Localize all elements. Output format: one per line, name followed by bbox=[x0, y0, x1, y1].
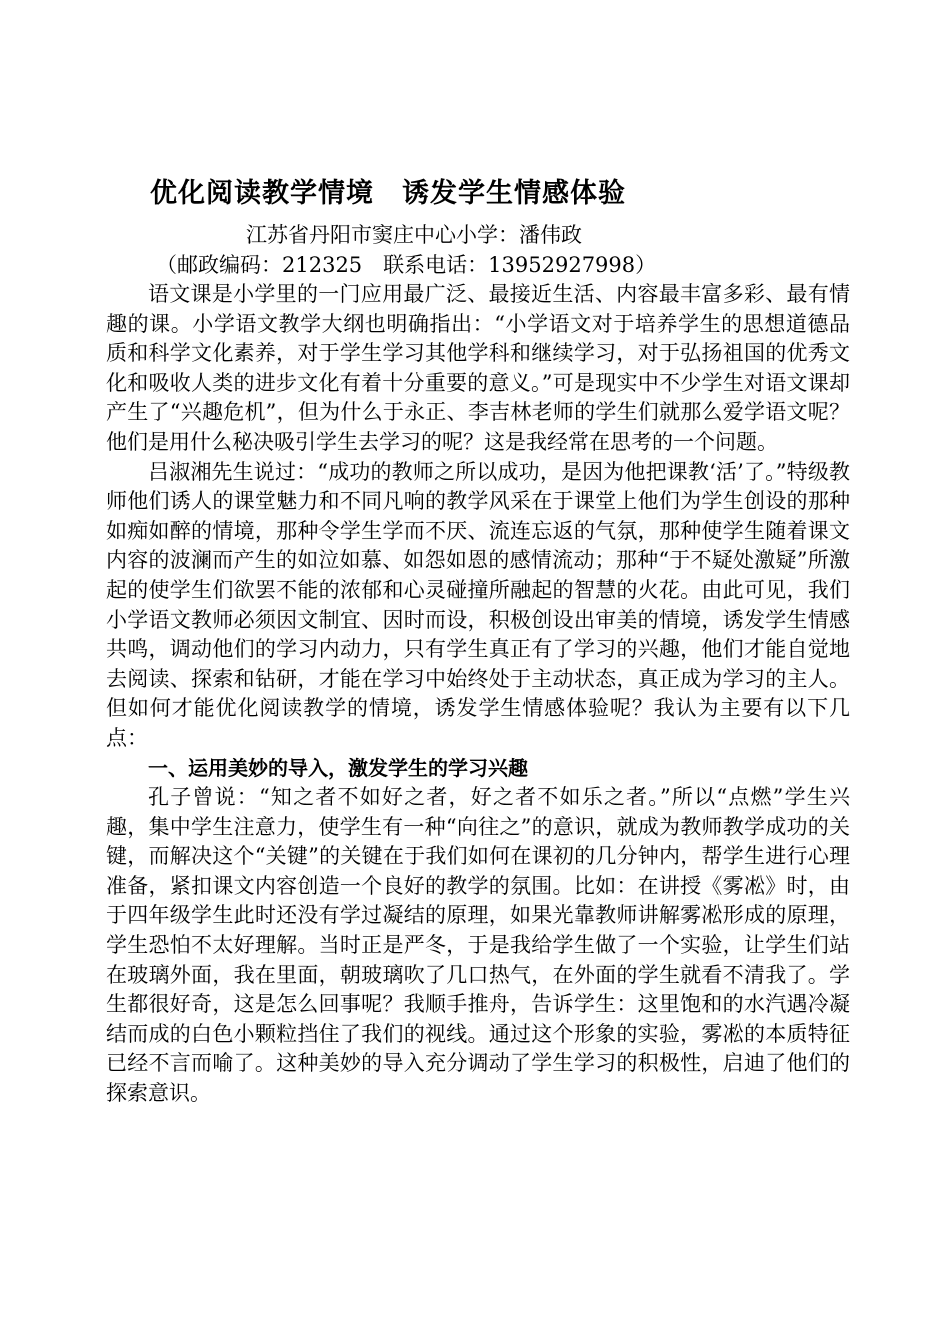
document-title: 优化阅读教学情境 诱发学生情感体验 bbox=[150, 178, 626, 209]
paragraph-section1: 孔子曾说：“知之者不如好之者，好之者不如乐之者。”所以“点燃”学生兴趣，集中学生注意力，使学生有一种“向往之”的意识，就成为教师教学成功的关键，而解决这个“关键”的关键在于我们如何在课初的几分钟内，帮学生进行心理准备，紧扣课文内容创造一个良好的教学的氛围。比如：在讲授《雾凇》时，由于四年级学生此时还没有学过凝结的原理，如果光靠教师讲解雾凇形成的原理，学生恐怕不太好理解。当时正是严冬，于是我给学生做了一个实验，让学生们站在玻璃外面，我在里面，朝玻璃吹了几口热气，在外面的学生就看不清我了。学生都很好奇，这是怎么回事呢？我顺手推舟，告诉学生：这里饱和的水汽遇冷凝结而成的白色小颗粒挡住了我们的视线。通过这个形象的实验，雾凇的本质特征已经不言而喻了。这种美妙的导入充分调动了学生学习的积极性，启迪了他们的探索意识。 bbox=[106, 785, 850, 1106]
document-body bbox=[106, 168, 850, 1109]
author-line: 江苏省丹阳市窦庄中心小学：潘伟政 bbox=[246, 223, 582, 247]
paragraph-intro: 语文课是小学里的一门应用最广泛、最接近生活、内容最丰富多彩、最有情趣的课。小学语文教学大纲也明确指出：“小学语文对于培养学生的思想道德品质和科学文化素养，对于学生学习其他学科和继续学习，对于弘扬祖国的优秀文化和吸收人类的进步文化有着十分重要的意义。”可是现实中不少学生对语文课却产生了“兴趣危机”，但为什么于永正、李吉林老师的学生们就那么爱学语文呢？他们是用什么秘决吸引学生去学习的呢？这是我经常在思考的一个问题。 bbox=[106, 282, 850, 454]
section-heading: 一、运用美妙的导入，激发学生的学习兴趣 bbox=[148, 755, 528, 780]
paragraph-quote: 吕淑湘先生说过：“成功的教师之所以成功，是因为他把课教‘活’了。”特级教师他们诱人的课堂魅力和不同凡响的教学风采在于课堂上他们为学生创设的那种如痴如醉的情境，那种令学生学而不厌、流连忘返的气氛，那种使学生随着课文内容的波澜而产生的如泣如慕、如怨如恩的感情流动；那种“于不疑处激疑”所激起的使学生们欲罢不能的浓郁和心灵碰撞所融起的智慧的火花。由此可见，我们小学语文教师必须因文制宜、因时而设，积极创设出审美的情境，诱发学生情感共鸣，调动他们的学习内动力，只有学生真正有了学习的兴趣，他们才能自觉地去阅读、探索和钻研，才能在学习中始终处于主动状态，真正成为学习的主人。但如何才能优化阅读教学的情境，诱发学生情感体验呢？我认为主要有以下几点： bbox=[106, 459, 850, 750]
contact-line: （邮政编码：212325 联系电话：13952927998） bbox=[156, 253, 657, 277]
